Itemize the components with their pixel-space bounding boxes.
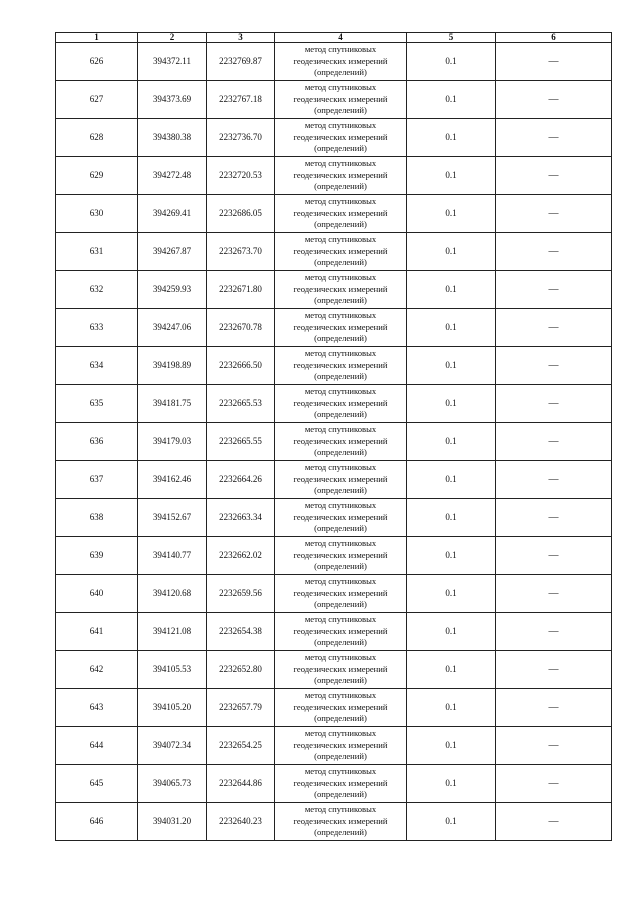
method-text-line: геодезических измерений [293,359,388,370]
method-text-line: метод спутниковых [304,728,377,739]
method-text-line: геодезических измерений [293,815,388,826]
method-text-line: метод спутниковых [304,158,377,169]
method-text-line: (определений) [314,789,367,800]
method-text-line: геодезических измерений [293,549,388,560]
table-row [56,309,612,347]
note-cell: — [496,689,612,727]
point-number-cell: 643 [56,689,138,727]
method-text-line: (определений) [314,181,367,192]
method-text-line: (определений) [314,561,367,572]
method-text-line: геодезических измерений [293,131,388,142]
note-cell: — [496,803,612,841]
coordinate-y-cell: 2232662.02 [207,537,275,575]
header-col-4: 4 [275,33,407,43]
table-row [56,233,612,271]
note-cell: — [496,727,612,765]
point-number-cell: 628 [56,119,138,157]
method-text-line: (определений) [314,295,367,306]
table-body [56,43,612,841]
accuracy-cell: 0.1 [407,765,496,803]
coordinate-y-cell: 2232767.18 [207,81,275,119]
method-text-line: (определений) [314,371,367,382]
note-cell: — [496,309,612,347]
note-cell: — [496,43,612,81]
method-cell [275,803,407,841]
point-number-cell: 637 [56,461,138,499]
table-row [56,689,612,727]
method-text-line: геодезических измерений [293,625,388,636]
table-row [56,537,612,575]
table-row [56,575,612,613]
table-row [56,195,612,233]
method-cell [275,233,407,271]
note-cell: — [496,157,612,195]
point-number-cell: 642 [56,651,138,689]
table-row [56,727,612,765]
method-text-line: метод спутниковых [304,348,377,359]
table-row [56,765,612,803]
coordinate-y-cell: 2232670.78 [207,309,275,347]
note-cell: — [496,195,612,233]
method-text-line: геодезических измерений [293,283,388,294]
method-text-line: метод спутниковых [304,424,377,435]
coordinate-y-cell: 2232654.25 [207,727,275,765]
method-text-line: метод спутниковых [304,652,377,663]
coordinate-x-cell: 394267.87 [138,233,207,271]
coordinate-x-cell: 394121.08 [138,613,207,651]
accuracy-cell: 0.1 [407,613,496,651]
note-cell: — [496,81,612,119]
point-number-cell: 640 [56,575,138,613]
point-number-cell: 635 [56,385,138,423]
note-cell: — [496,347,612,385]
coordinate-y-cell: 2232657.79 [207,689,275,727]
coordinate-y-cell: 2232769.87 [207,43,275,81]
coordinate-x-cell: 394373.69 [138,81,207,119]
method-text-line: геодезических измерений [293,169,388,180]
method-cell [275,81,407,119]
accuracy-cell: 0.1 [407,233,496,271]
table-row [56,385,612,423]
header-col-5: 5 [407,33,496,43]
method-cell [275,651,407,689]
accuracy-cell: 0.1 [407,81,496,119]
method-text-line: геодезических измерений [293,777,388,788]
coordinate-y-cell: 2232671.80 [207,271,275,309]
coordinate-x-cell: 394120.68 [138,575,207,613]
coordinate-y-cell: 2232659.56 [207,575,275,613]
header-col-3: 3 [207,33,275,43]
method-text-line: метод спутниковых [304,614,377,625]
coordinate-y-cell: 2232654.38 [207,613,275,651]
point-number-cell: 633 [56,309,138,347]
note-cell: — [496,233,612,271]
method-text-line: геодезических измерений [293,207,388,218]
method-text-line: метод спутниковых [304,500,377,511]
accuracy-cell: 0.1 [407,119,496,157]
point-number-cell: 632 [56,271,138,309]
coordinate-y-cell: 2232736.70 [207,119,275,157]
method-cell [275,119,407,157]
method-text-line: метод спутниковых [304,386,377,397]
table-row [56,803,612,841]
method-cell [275,727,407,765]
method-text-line: метод спутниковых [304,766,377,777]
method-cell [275,613,407,651]
coordinate-y-cell: 2232673.70 [207,233,275,271]
method-cell [275,575,407,613]
coordinate-y-cell: 2232652.80 [207,651,275,689]
coordinate-x-cell: 394198.89 [138,347,207,385]
method-text-line: (определений) [314,219,367,230]
point-number-cell: 644 [56,727,138,765]
method-cell [275,689,407,727]
method-cell [275,537,407,575]
method-text-line: метод спутниковых [304,44,377,55]
point-number-cell: 641 [56,613,138,651]
method-text-line: геодезических измерений [293,321,388,332]
method-cell [275,385,407,423]
method-text-line: (определений) [314,751,367,762]
accuracy-cell: 0.1 [407,157,496,195]
method-text-line: геодезических измерений [293,435,388,446]
coordinate-y-cell: 2232665.53 [207,385,275,423]
coordinate-x-cell: 394179.03 [138,423,207,461]
method-text-line: метод спутниковых [304,804,377,815]
coordinate-x-cell: 394162.46 [138,461,207,499]
table-row [56,651,612,689]
point-number-cell: 634 [56,347,138,385]
method-text-line: (определений) [314,409,367,420]
accuracy-cell: 0.1 [407,271,496,309]
method-text-line: (определений) [314,637,367,648]
method-text-line: геодезических измерений [293,397,388,408]
table-row [56,423,612,461]
header-col-1: 1 [56,33,138,43]
point-number-cell: 646 [56,803,138,841]
accuracy-cell: 0.1 [407,537,496,575]
coordinate-x-cell: 394259.93 [138,271,207,309]
accuracy-cell: 0.1 [407,461,496,499]
method-text-line: геодезических измерений [293,701,388,712]
method-cell [275,195,407,233]
accuracy-cell: 0.1 [407,423,496,461]
accuracy-cell: 0.1 [407,689,496,727]
coordinate-x-cell: 394272.48 [138,157,207,195]
accuracy-cell: 0.1 [407,347,496,385]
note-cell: — [496,651,612,689]
method-text-line: (определений) [314,447,367,458]
table-row [56,157,612,195]
accuracy-cell: 0.1 [407,309,496,347]
method-text-line: (определений) [314,827,367,838]
document-page [55,32,611,841]
coordinate-y-cell: 2232666.50 [207,347,275,385]
coordinate-y-cell: 2232720.53 [207,157,275,195]
point-number-cell: 639 [56,537,138,575]
header-col-2: 2 [138,33,207,43]
accuracy-cell: 0.1 [407,727,496,765]
method-cell [275,157,407,195]
coordinate-x-cell: 394380.38 [138,119,207,157]
method-text-line: геодезических измерений [293,663,388,674]
table-row [56,271,612,309]
method-text-line: метод спутниковых [304,82,377,93]
table-row [56,461,612,499]
table-header [56,33,612,43]
method-cell [275,765,407,803]
method-text-line: (определений) [314,485,367,496]
coordinate-x-cell: 394072.34 [138,727,207,765]
method-text-line: метод спутниковых [304,690,377,701]
method-text-line: метод спутниковых [304,120,377,131]
method-text-line: метод спутниковых [304,462,377,473]
table-row [56,347,612,385]
note-cell: — [496,537,612,575]
note-cell: — [496,385,612,423]
coordinate-x-cell: 394140.77 [138,537,207,575]
note-cell: — [496,613,612,651]
method-text-line: (определений) [314,675,367,686]
accuracy-cell: 0.1 [407,195,496,233]
method-text-line: геодезических измерений [293,55,388,66]
method-text-line: (определений) [314,257,367,268]
point-number-cell: 636 [56,423,138,461]
note-cell: — [496,423,612,461]
coordinate-y-cell: 2232640.23 [207,803,275,841]
method-text-line: геодезических измерений [293,93,388,104]
method-text-line: метод спутниковых [304,310,377,321]
coordinate-y-cell: 2232664.26 [207,461,275,499]
accuracy-cell: 0.1 [407,385,496,423]
header-row [56,33,612,43]
accuracy-cell: 0.1 [407,43,496,81]
method-text-line: геодезических измерений [293,739,388,750]
note-cell: — [496,575,612,613]
method-text-line: (определений) [314,713,367,724]
coordinate-x-cell: 394105.20 [138,689,207,727]
method-text-line: (определений) [314,105,367,116]
table-row [56,119,612,157]
point-number-cell: 626 [56,43,138,81]
method-cell [275,499,407,537]
note-cell: — [496,765,612,803]
coordinate-x-cell: 394152.67 [138,499,207,537]
method-text-line: геодезических измерений [293,245,388,256]
method-text-line: метод спутниковых [304,196,377,207]
table-row [56,613,612,651]
method-cell [275,347,407,385]
method-cell [275,43,407,81]
accuracy-cell: 0.1 [407,651,496,689]
note-cell: — [496,499,612,537]
coordinate-y-cell: 2232686.05 [207,195,275,233]
coordinates-table [55,32,612,841]
coordinate-x-cell: 394269.41 [138,195,207,233]
accuracy-cell: 0.1 [407,499,496,537]
point-number-cell: 638 [56,499,138,537]
method-cell [275,461,407,499]
note-cell: — [496,271,612,309]
coordinate-x-cell: 394247.06 [138,309,207,347]
method-text-line: (определений) [314,523,367,534]
coordinate-y-cell: 2232665.55 [207,423,275,461]
method-text-line: геодезических измерений [293,473,388,484]
point-number-cell: 645 [56,765,138,803]
note-cell: — [496,119,612,157]
coordinate-x-cell: 394105.53 [138,651,207,689]
method-text-line: метод спутниковых [304,272,377,283]
method-text-line: (определений) [314,143,367,154]
coordinate-x-cell: 394065.73 [138,765,207,803]
method-text-line: метод спутниковых [304,576,377,587]
point-number-cell: 631 [56,233,138,271]
table-row [56,499,612,537]
note-cell: — [496,461,612,499]
method-cell [275,423,407,461]
point-number-cell: 627 [56,81,138,119]
method-cell [275,271,407,309]
method-text-line: геодезических измерений [293,511,388,522]
point-number-cell: 630 [56,195,138,233]
coordinate-x-cell: 394181.75 [138,385,207,423]
method-text-line: (определений) [314,67,367,78]
method-text-line: метод спутниковых [304,538,377,549]
coordinate-x-cell: 394031.20 [138,803,207,841]
header-col-6: 6 [496,33,612,43]
coordinate-y-cell: 2232644.86 [207,765,275,803]
table-row [56,43,612,81]
table-row [56,81,612,119]
accuracy-cell: 0.1 [407,575,496,613]
method-cell [275,309,407,347]
accuracy-cell: 0.1 [407,803,496,841]
method-text-line: (определений) [314,333,367,344]
method-text-line: геодезических измерений [293,587,388,598]
coordinate-x-cell: 394372.11 [138,43,207,81]
coordinate-y-cell: 2232663.34 [207,499,275,537]
method-text-line: (определений) [314,599,367,610]
method-text-line: метод спутниковых [304,234,377,245]
point-number-cell: 629 [56,157,138,195]
